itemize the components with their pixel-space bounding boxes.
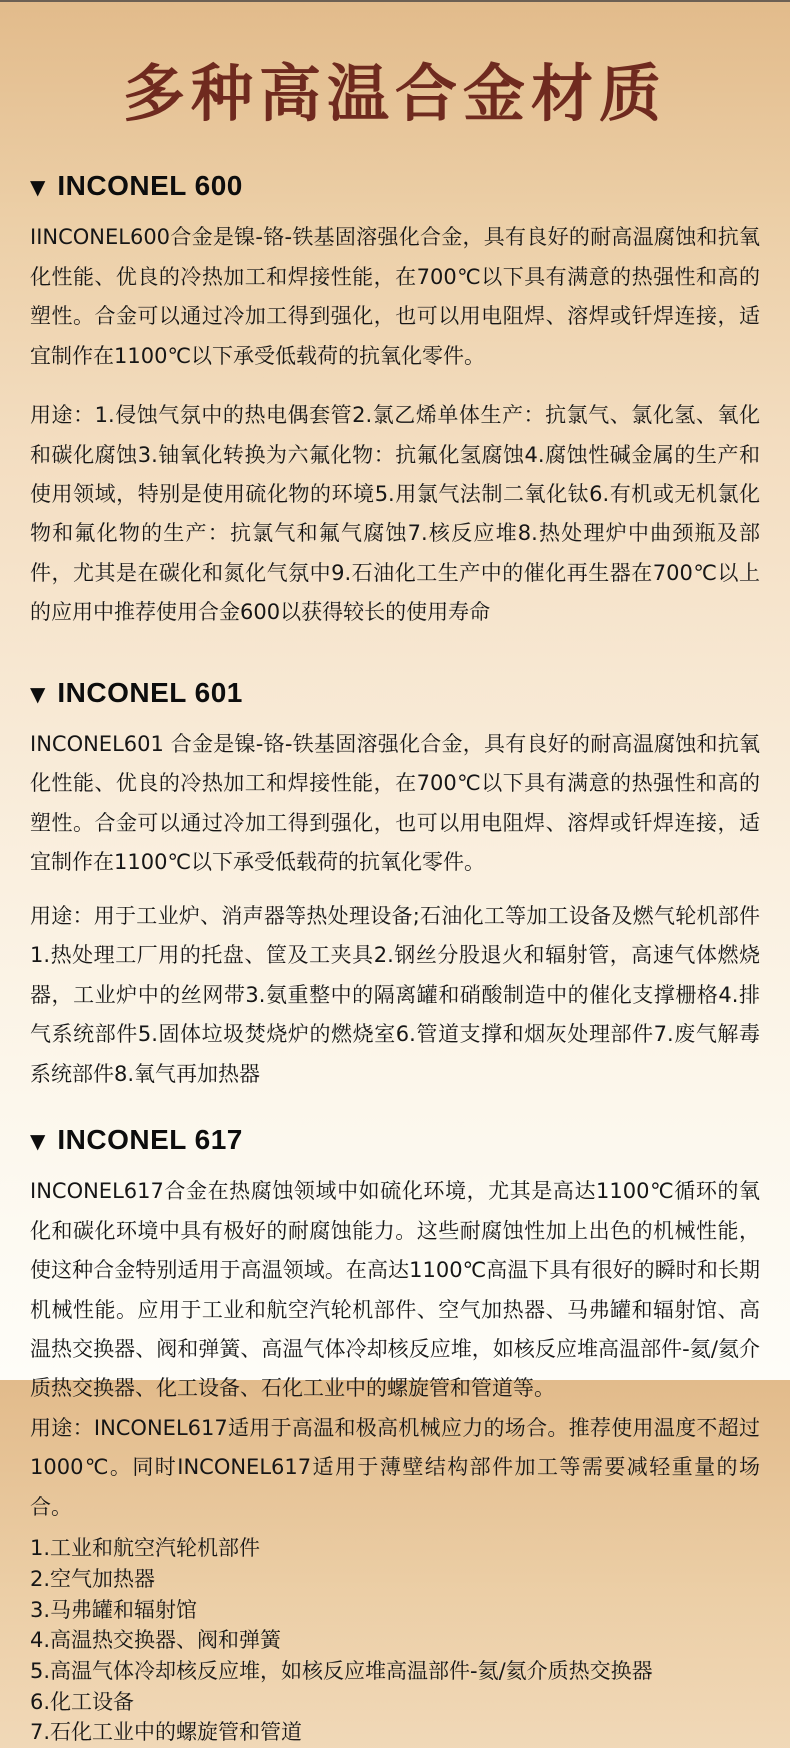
page-title: 多种高温合金材质	[122, 57, 667, 130]
section-heading-inconel-601	[30, 677, 760, 709]
list-item: 1.工业和航空汽轮机部件	[30, 1536, 261, 1561]
section-heading-inconel-600	[30, 170, 760, 202]
inconel-617-application-list	[30, 1533, 760, 1748]
inconel-617-uses: 用途：INCONEL617适用于高温和极高机械应力的场合。推荐使用温度不超过1000℃。同时INCONEL617适用于薄壁结构部件加工等需要减轻重量的场合。	[30, 1415, 760, 1519]
inconel-600-description: IINCONEL600合金是镍-铬-铁基固溶强化合金，具有良好的耐高温腐蚀和抗氧化性能、优良的冷热加工和焊接性能，在700℃以下具有满意的热强性和高的塑性。合金可以通过冷加工得到强化，也可以用电阻焊、溶焊或钎焊连接，适宜制作在1100℃以下承受低载荷的抗氧化零件。	[30, 225, 760, 368]
section-title-text: INCONEL 617	[57, 1124, 243, 1156]
section-title-text: INCONEL 601	[57, 676, 243, 708]
list-item: 4.高温热交换器、阀和弹簧	[30, 1628, 282, 1653]
inconel-601-description: INCONEL601 合金是镍-铬-铁基固溶强化合金，具有良好的耐高温腐蚀和抗氧化性能、优良的冷热加工和焊接性能，在700℃以下具有满意的热强性和高的塑性。合金可以通过冷加工得到强化，也可以用电阻焊、溶焊或钎焊连接，适宜制作在1100℃以下承受低载荷的抗氧化零件。	[30, 731, 760, 875]
product-description-page	[0, 2, 790, 1745]
inconel-617-description: INCONEL617合金在热腐蚀领域中如硫化环境，尤其是高达1100℃循环的氧化和碳化环境中具有极好的耐腐蚀能力。这些耐腐蚀性加上出色的机械性能，使这种合金特别适用于高温领域。在高达1100℃高温下具有很好的瞬时和长期机械性能。应用于工业和航空汽轮机部件、空气加热器、马弗罐和辐射馆、高温热交换器、阀和弹簧、高温气体冷却核反应堆，如核反应堆高温部件-氦/氦介质热交换器、化工设备、石化工业中的螺旋管和管道等。	[30, 1179, 760, 1401]
section-inconel-617	[30, 1124, 760, 1748]
section-inconel-601	[30, 677, 760, 1094]
list-item: 3.马弗罐和辐射馆	[30, 1597, 198, 1622]
section-heading-inconel-617	[30, 1124, 760, 1156]
inconel-601-uses: 用途：用于工业炉、消声器等热处理设备;石油化工等加工设备及燃气轮机部件1.热处理工厂用的托盘、筐及工夹具2.钢丝分股退火和辐射管，高速气体燃烧器，工业炉中的丝网带3.氨重整中的隔离罐和硝酸制造中的催化支撑栅格4.排气系统部件5.固体垃圾焚烧炉的燃烧室6.管道支撑和烟灰处理部件7.废气解毒系统部件8.氧气再加热器	[30, 903, 760, 1086]
section-title-text: INCONEL 600	[57, 170, 243, 202]
list-item: 7.石化工业中的螺旋管和管道	[30, 1720, 303, 1745]
triangle-down-icon: ▼	[30, 681, 46, 706]
list-item: 2.空气加热器	[30, 1566, 156, 1591]
inconel-600-uses: 用途：1.侵蚀气氛中的热电偶套管2.氯乙烯单体生产：抗氯气、氯化氢、氧化和碳化腐蚀3.铀氧化转换为六氟化物：抗氟化氢腐蚀4.腐蚀性碱金属的生产和使用领域，特别是使用硫化物的环境5.用氯气法制二氧化钛6.有机或无机氯化物和氟化物的生产：抗氯气和氟气腐蚀7.核反应堆8.热处理炉中曲颈瓶及部件，尤其是在碳化和氮化气氛中9.石油化工生产中的催化再生器在700℃以上的应用中推荐使用合金600以获得较长的使用寿命	[30, 403, 760, 625]
top-divider-line	[0, 0, 790, 2]
triangle-down-icon: ▼	[30, 175, 46, 200]
list-item: 6.化工设备	[30, 1689, 135, 1714]
section-inconel-600	[30, 170, 760, 633]
triangle-down-icon: ▼	[30, 1129, 46, 1154]
list-item: 5.高温气体冷却核反应堆，如核反应堆高温部件-氦/氦介质热交换器	[30, 1658, 653, 1683]
